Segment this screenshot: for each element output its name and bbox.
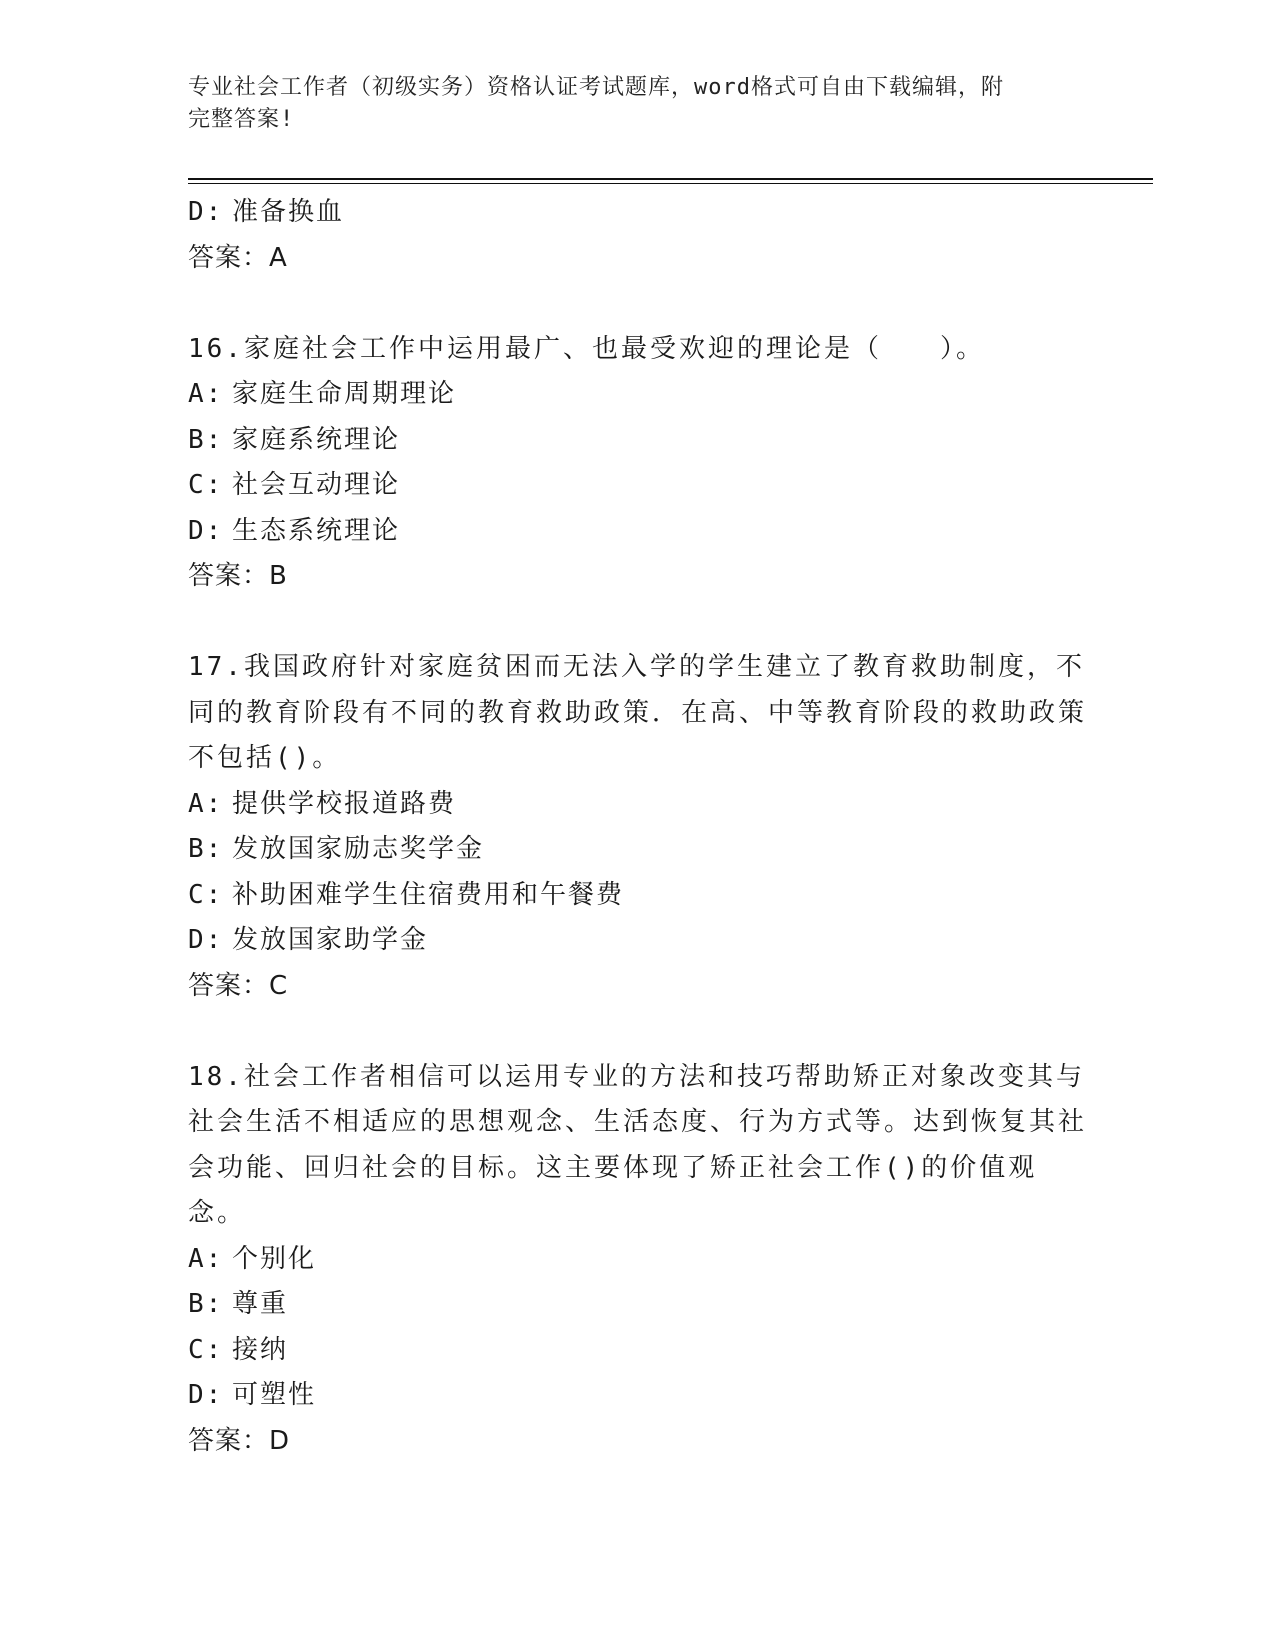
question-17 bbox=[188, 645, 1088, 1009]
option-b: B: 发放国家励志奖学金 bbox=[188, 834, 485, 864]
question-stem: 16.家庭社会工作中运用最广、也最受欢迎的理论是（ ）。 bbox=[188, 333, 985, 364]
option-c: C: 社会互动理论 bbox=[188, 470, 401, 500]
answer-line: 答案：A bbox=[188, 242, 288, 273]
option-d: D: 生态系统理论 bbox=[188, 515, 401, 546]
question-stem: 18.社会工作者相信可以运用专业的方法和技巧帮助矫正对象改变其与社会生活不相适应的思想观念、生活态度、行为方式等。达到恢复其社会功能、回归社会的目标。这主要体现了矫正社会工作()的价值观念。 bbox=[188, 1061, 1088, 1228]
document-body bbox=[188, 190, 1088, 1464]
option-a: A: 家庭生命周期理论 bbox=[188, 379, 457, 409]
header-divider bbox=[188, 178, 1153, 184]
option-d: D: 准备换血 bbox=[188, 197, 345, 227]
previous-question-tail bbox=[188, 190, 1088, 281]
question-16 bbox=[188, 327, 1088, 600]
option-c: C: 接纳 bbox=[188, 1334, 289, 1365]
option-d: D: 发放国家助学金 bbox=[188, 925, 429, 955]
question-18 bbox=[188, 1055, 1088, 1465]
header-line-2: 完整答案! bbox=[188, 107, 295, 132]
answer-line: 答案：C bbox=[188, 970, 289, 1001]
header-line-1: 专业社会工作者（初级实务）资格认证考试题库，word格式可自由下载编辑，附 bbox=[188, 75, 1004, 100]
answer-line: 答案：B bbox=[188, 561, 288, 591]
answer-line: 答案：D bbox=[188, 1425, 291, 1456]
option-c: C: 补助困难学生住宿费用和午餐费 bbox=[188, 879, 625, 910]
option-b: B: 尊重 bbox=[188, 1289, 289, 1319]
option-d: D: 可塑性 bbox=[188, 1380, 317, 1410]
option-b: B: 家庭系统理论 bbox=[188, 424, 401, 455]
option-a: A: 个别化 bbox=[188, 1243, 317, 1274]
option-a: A: 提供学校报道路费 bbox=[188, 788, 457, 819]
page-header bbox=[188, 72, 1068, 136]
question-stem: 17.我国政府针对家庭贫困而无法入学的学生建立了教育救助制度，不同的教育阶段有不同的教育救助政策．在高、中等教育阶段的救助政策不包括()。 bbox=[188, 652, 1088, 773]
